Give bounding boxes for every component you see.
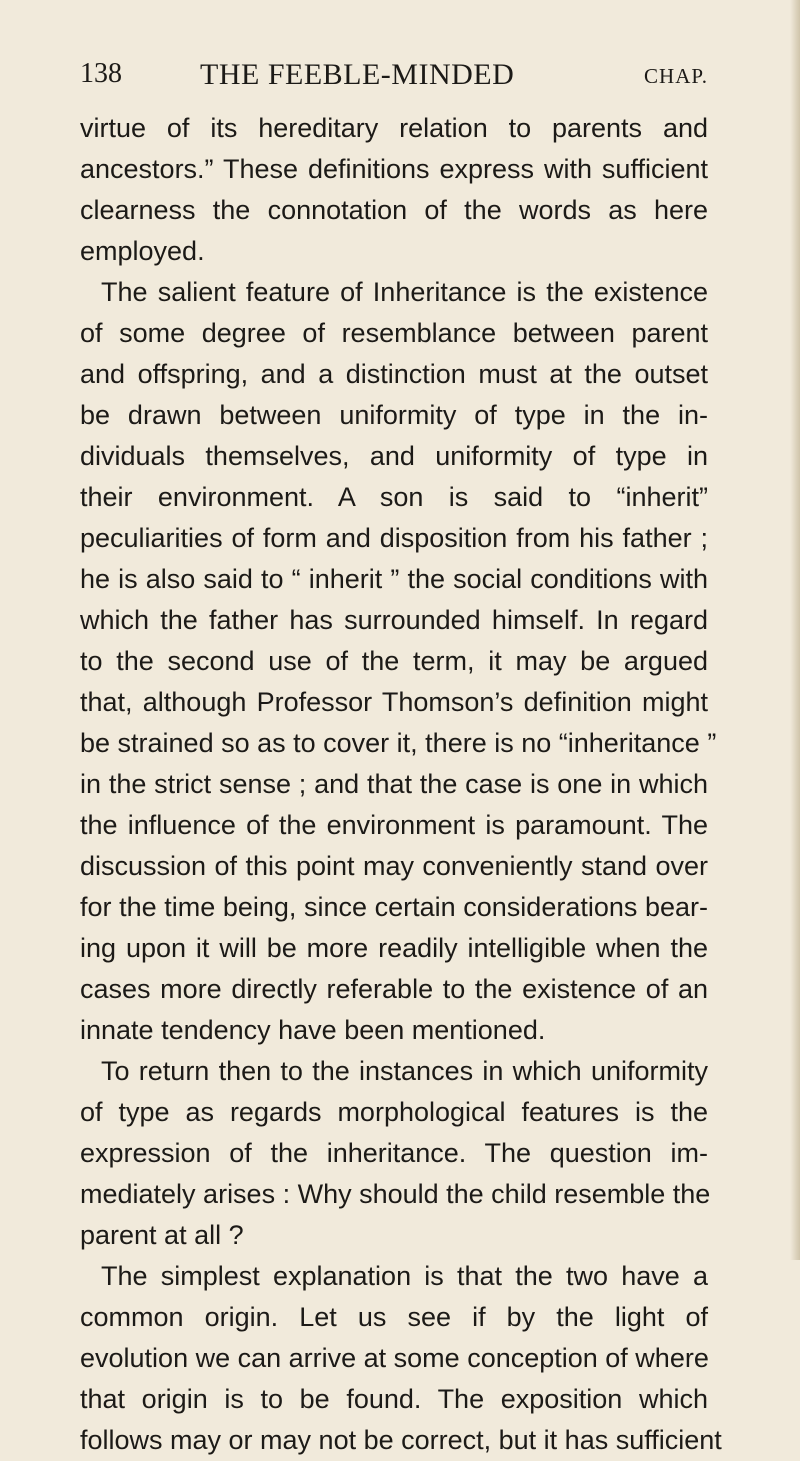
text-line: the influence of the environment is paramount. The — [80, 810, 708, 840]
page-number: 138 — [80, 58, 122, 89]
text-line: evolution we can arrive at some conception of where — [80, 1343, 709, 1373]
text-line: The salient feature of Inheritance is the existence — [101, 277, 708, 307]
running-title: THE FEEBLE-MINDED — [200, 58, 515, 91]
body-text — [80, 108, 722, 1461]
text-line: The simplest explanation is that the two have a — [101, 1261, 708, 1291]
text-line: be drawn between uniformity of type in the in- — [80, 400, 708, 430]
running-header — [80, 58, 708, 98]
text-line: mediately arises : Why should the child resemble the — [80, 1179, 711, 1209]
text-line: virtue of its hereditary relation to parents and — [80, 113, 708, 143]
text-line: be strained so as to cover it, there is no “inheritance ” — [80, 728, 717, 758]
text-line: discussion of this point may conveniently stand over — [80, 851, 708, 881]
text-line: ing upon it will be more readily intelligible when the — [80, 933, 708, 963]
chapter-abbreviation: CHAP. — [644, 64, 708, 88]
text-line: their environment. A son is said to “inherit” — [80, 482, 708, 512]
text-line: common origin. Let us see if by the light of — [80, 1302, 708, 1332]
text-line: ancestors.” These definitions express with sufficient — [80, 154, 708, 184]
text-line: parent at all ? — [80, 1220, 244, 1250]
text-line: of type as regards morphological features is the — [80, 1097, 708, 1127]
text-line: that, although Professor Thomson’s definition might — [80, 687, 708, 717]
text-line: clearness the connotation of the words as here — [80, 195, 708, 225]
text-line: of some degree of resemblance between parent — [80, 318, 708, 348]
page-edge-shadow — [790, 0, 800, 1260]
text-line: To return then to the instances in which uniformity — [101, 1056, 708, 1086]
text-line: follows may or may not be correct, but it has sufficient — [80, 1425, 722, 1455]
text-line: employed. — [80, 236, 205, 266]
text-line: and offspring, and a distinction must at the outset — [80, 359, 708, 389]
text-line: dividuals themselves, and uniformity of type in — [80, 441, 708, 471]
text-line: innate tendency have been mentioned. — [80, 1015, 546, 1045]
text-line: peculiarities of form and disposition from his father ; — [80, 523, 708, 553]
text-line: cases more directly referable to the existence of an — [80, 974, 708, 1004]
text-line: that origin is to be found. The exposition which — [80, 1384, 708, 1414]
text-line: to the second use of the term, it may be argued — [80, 646, 708, 676]
text-line: he is also said to “ inherit ” the social conditions with — [80, 564, 708, 594]
text-line: for the time being, since certain considerations bear- — [80, 892, 708, 922]
text-line: which the father has surrounded himself. In regard — [80, 605, 708, 635]
text-line: in the strict sense ; and that the case is one in which — [80, 769, 708, 799]
text-line: expression of the inheritance. The question im- — [80, 1138, 708, 1168]
